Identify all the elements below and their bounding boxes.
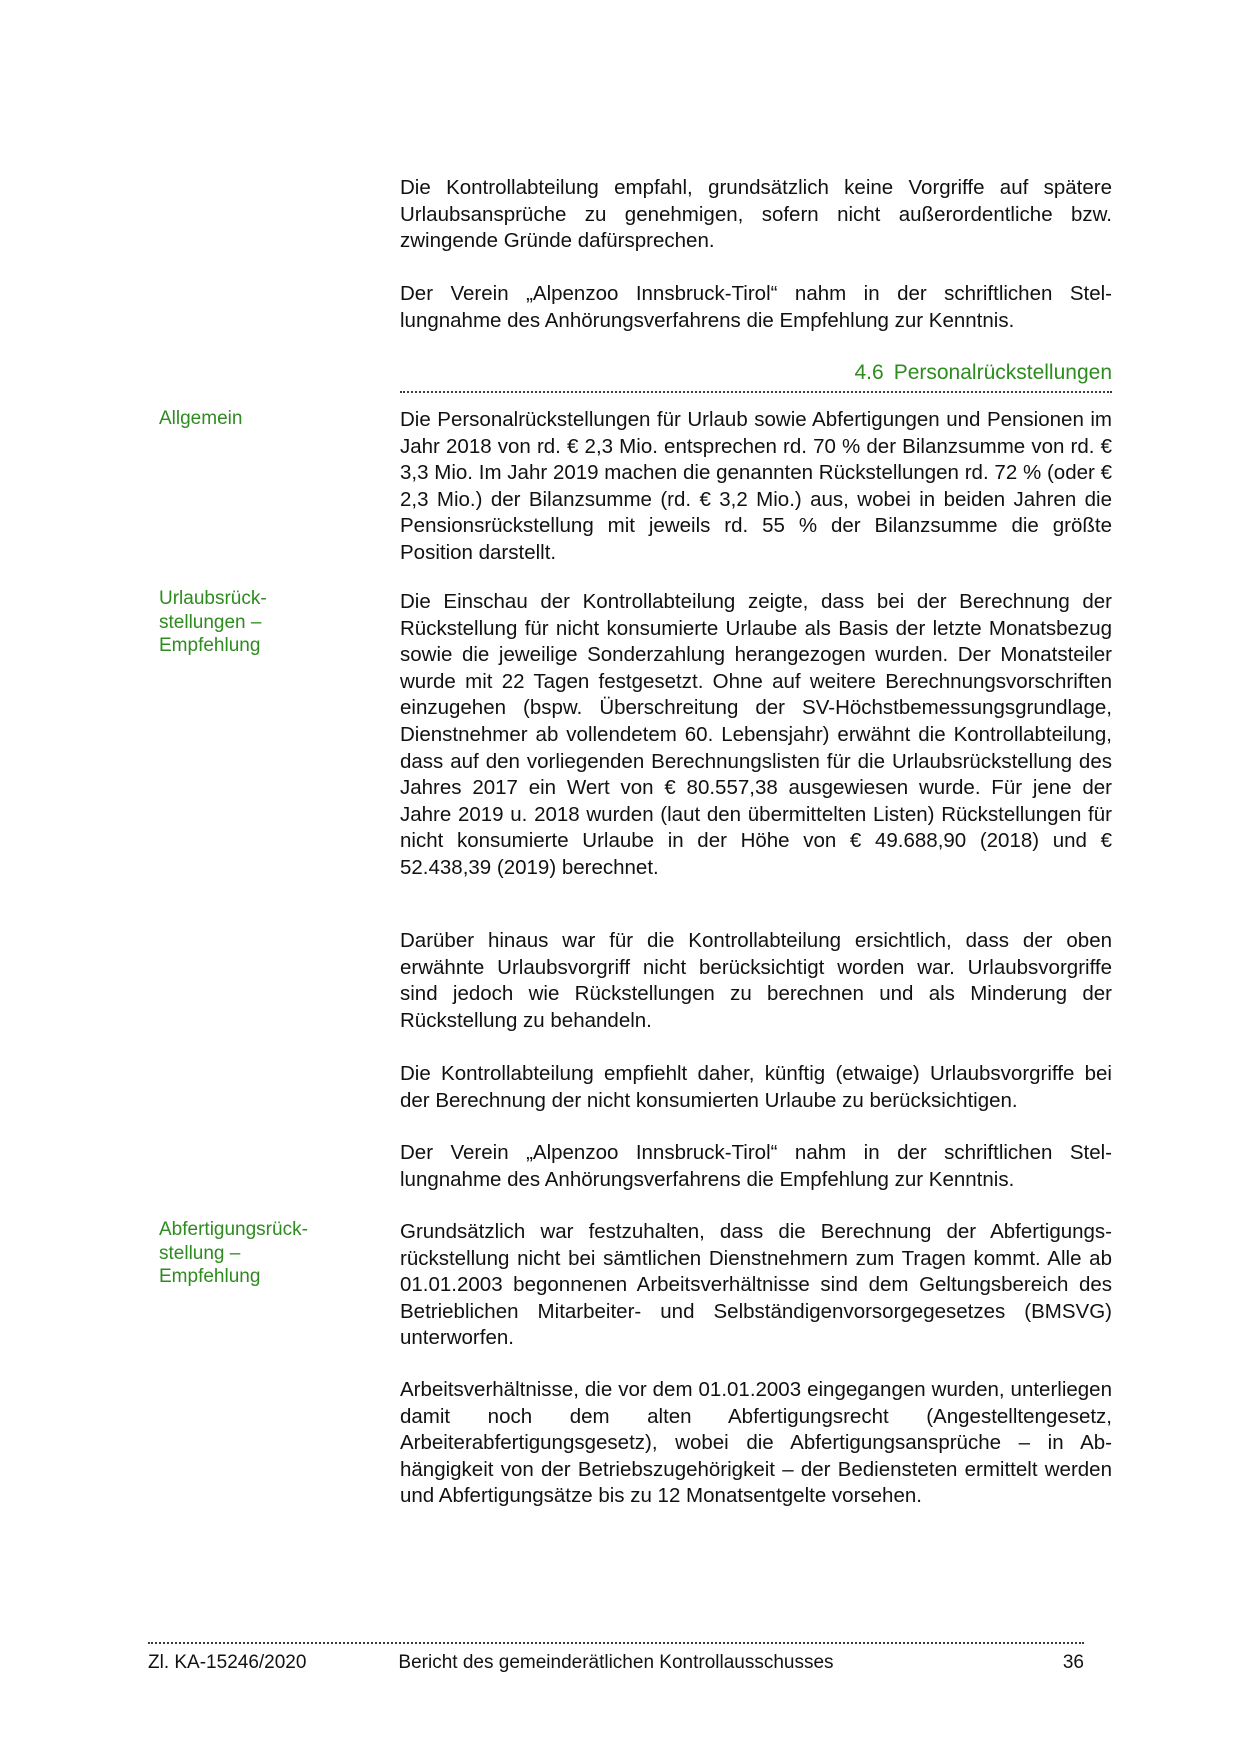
margin-label-text: Allgemein — [159, 408, 243, 429]
paragraph-text: Darüber hinaus war für die Kontrollabteilung ersichtlich, dass der oben erwähnte Urlaubsvorgriff nicht berücksichtigt worden war. Urlaubsvorgriffe sind jedoch wie Rückstellungen zu berechnen und als Minderung der Rückstellung zu behandeln. — [400, 929, 1112, 1032]
section-title: Personalrückstellungen — [893, 361, 1112, 384]
paragraph-einschau — [400, 589, 1112, 882]
footer-divider — [148, 1642, 1084, 1644]
paragraph-text: Die Kontrollabteilung empfiehlt daher, künftig (etwaige) Urlaubsvorgriffe bei der Berechnung der nicht konsumierten Urlaube zu berücksichtigen. — [400, 1062, 1112, 1112]
section-divider — [400, 391, 1112, 393]
paragraph-text: Der Verein „Alpenzoo Innsbruck-Tirol“ nahm in der schriftlichen Stellungnahme des Anhörungsverfahrens die Empfehlung zur Kenntnis. — [400, 1141, 1112, 1191]
margin-label-line: Abfertigungsrück- — [159, 1219, 308, 1240]
footer-title: Bericht des gemeinderätlichen Kontrollausschusses — [398, 1652, 834, 1673]
paragraph-abfertigung-grundsatz — [400, 1219, 1112, 1352]
paragraph-text: Arbeitsverhältnisse, die vor dem 01.01.2003 eingegangen wurden, unterliegen damit noch dem alten Abfertigungsrecht (Angestelltengesetz, Arbeiterabfertigungsgesetz), wobei die Abfertigungsansprüche – in Abhängigkeit von der Betriebszugehörigkeit – der Bediensteten ermittelt werden und Abfertigungsätze bis zu 12 Monatsentgelte vorsehen. — [400, 1378, 1112, 1508]
margin-label-abfertigungsrueckstellung — [159, 1218, 349, 1289]
margin-label-line: stellung – — [159, 1242, 241, 1264]
paragraph-urlaubsvorgriff — [400, 928, 1112, 1034]
paragraph-allgemein — [400, 407, 1112, 567]
footer-reference: Zl. KA-15246/2020 — [148, 1652, 307, 1673]
paragraph-recommendation-urlaub — [400, 1061, 1112, 1114]
page-number: 36 — [1062, 1652, 1084, 1673]
section-heading — [400, 360, 1112, 386]
section-number: 4.6 — [854, 361, 884, 384]
paragraph-text: Die Kontrollabteilung empfahl, grundsätzlich keine Vorgriffe auf spätere Urlaubsansprüche zu genehmigen, sofern nicht außerordentliche bzw. zwingende Gründe dafürsprechen. — [400, 176, 1112, 253]
paragraph-text: Grundsätzlich war festzuhalten, dass die Berechnung der Abfertigungsrückstellung nicht bei sämtlichen Dienstnehmern zum Tragen kommt. Alle ab 01.01.2003 begonnenen Arbeitsverhältnisse sind dem Geltungsbereich des Betrieblichen Mitarbeiter- und Selbständigenvorsorgegesetzes (BMSVG) unterworfen. — [400, 1220, 1112, 1350]
paragraph-text: Die Personalrückstellungen für Urlaub sowie Abfertigungen und Pensionen im Jahr 2018 von rd. € 2,3 Mio. entsprechen rd. 70 % der Bilanzsumme von rd. € 3,3 Mio. Im Jahr 2019 machen die genannten Rückstellungen rd. 72 % (oder € 2,3 Mio.) der Bilanzsumme (rd. € 3,2 Mio.) aus, wobei in beiden Jahren die Pensionsrückstellung mit jeweils rd. 55 % der Bilanzsumme die größte Position darstellt. — [400, 408, 1112, 564]
margin-label-line: Empfehlung — [159, 1266, 261, 1287]
margin-label-urlaubsrueckstellungen — [159, 587, 349, 658]
margin-label-line: stellungen – — [159, 611, 262, 633]
margin-label-allgemein — [159, 407, 349, 431]
margin-label-line: Empfehlung — [159, 635, 261, 656]
paragraph-recommendation-vorgriffe — [400, 175, 1112, 255]
margin-label-line: Urlaubsrück- — [159, 588, 267, 609]
paragraph-statement-1 — [400, 281, 1112, 334]
paragraph-text: Der Verein „Alpenzoo Innsbruck-Tirol“ nahm in der schriftlichen Stellungnahme des Anhörungsverfahrens die Empfehlung zur Kenntnis. — [400, 282, 1112, 332]
paragraph-arbeitsverhaeltnisse — [400, 1377, 1112, 1510]
paragraph-text: Die Einschau der Kontrollabteilung zeigte, dass bei der Berechnung der Rückstellung für nicht konsumierte Urlaube als Basis der letzte Monatsbezug sowie die jeweilige Sonderzahlung herangezogen wurden. Der Monatsteiler wurde mit 22 Tagen festgesetzt. Ohne auf weitere Berechnungsvorschriften einzugehen (bspw. Überschreitung der SV-Höchstbemessungsgrundlage, Dienstnehmer ab vollendetem 60. Lebensjahr) erwähnt die Kontrollabteilung, dass auf den vorliegenden Berechnungslisten für die Urlaubsrückstellung des Jahres 2017 ein Wert von € 80.557,38 ausgewiesen wurde. Für jene der Jahre 2019 u. 2018 wurden (laut den übermittelten Listen) Rückstellungen für nicht konsumierte Urlaube in der Höhe von € 49.688,90 (2018) und € 52.438,39 (2019) berechnet. — [400, 590, 1112, 879]
paragraph-statement-2 — [400, 1140, 1112, 1193]
